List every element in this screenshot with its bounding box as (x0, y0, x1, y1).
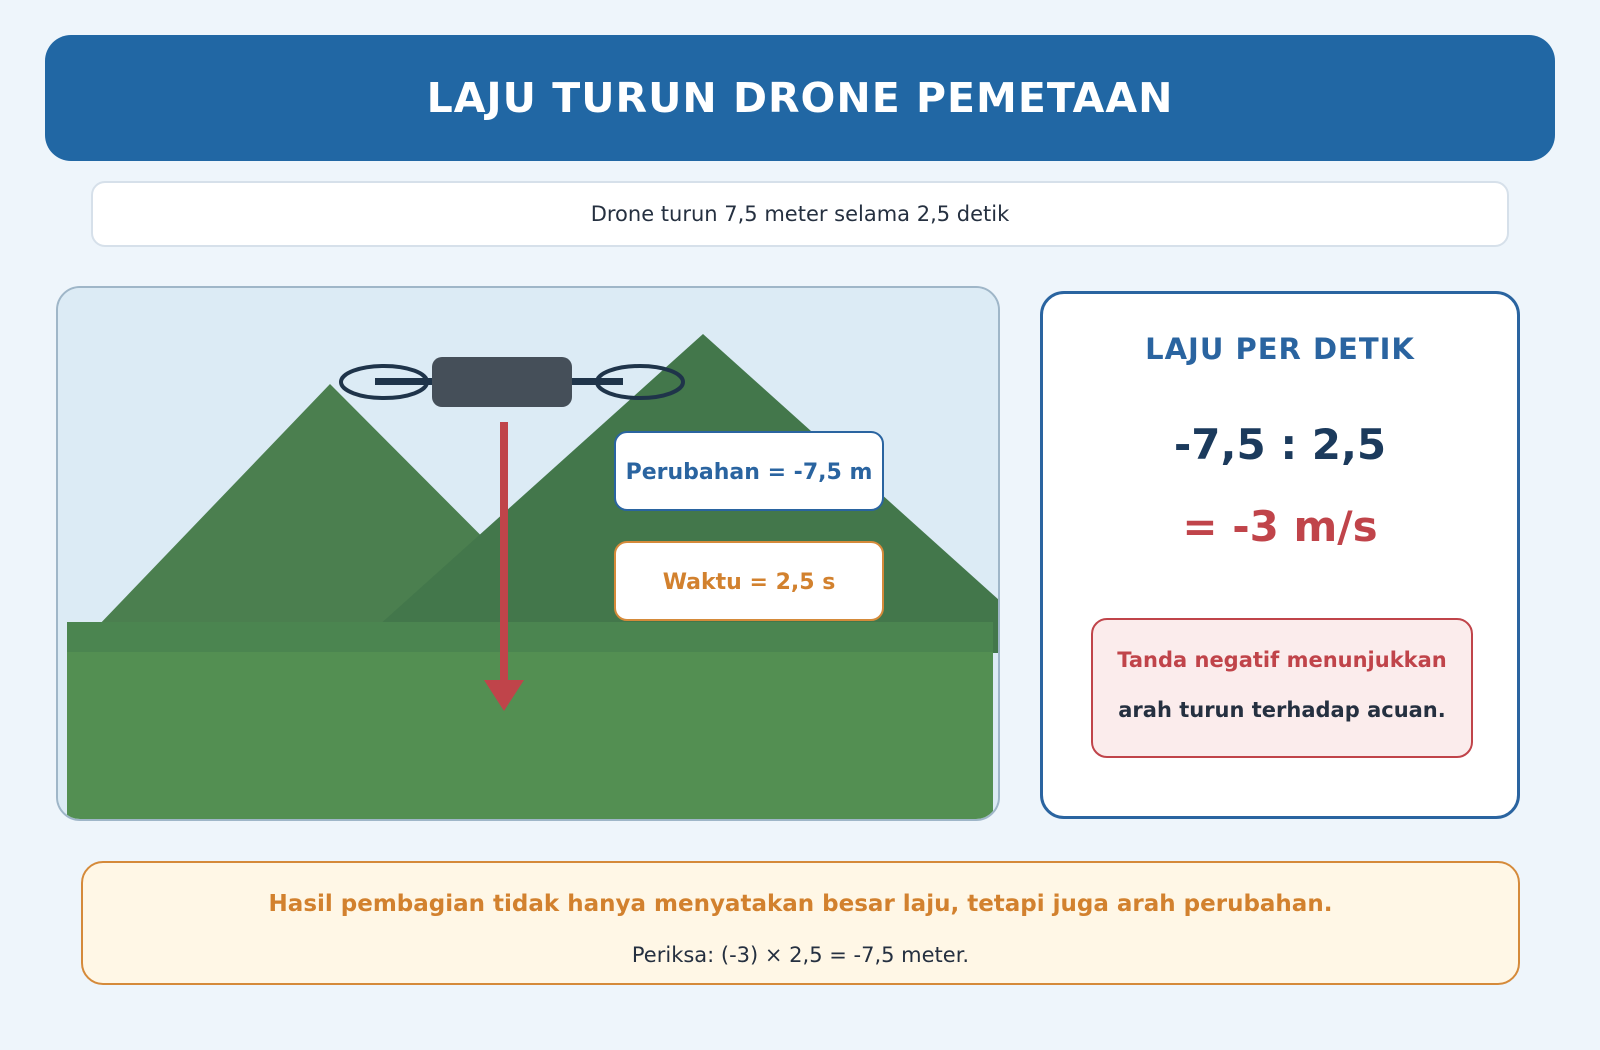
conclusion-box (81, 861, 1520, 985)
rate-panel (1040, 291, 1520, 819)
division-result: = -3 m/s (1182, 502, 1378, 551)
check-text: Periksa: (-3) × 2,5 = -7,5 meter. (631, 943, 970, 967)
page-title: LAJU TURUN DRONE PEMETAAN (426, 74, 1174, 122)
division-expression: -7,5 : 2,5 (1173, 420, 1387, 469)
arrow-shaft (500, 422, 508, 680)
title-banner (45, 35, 1555, 161)
time-label-box (615, 542, 883, 620)
scene-illustration (58, 288, 1000, 821)
sign-note-line1: Tanda negatif menunjukkan (1117, 648, 1447, 672)
problem-statement: Drone turun 7,5 meter selama 2,5 detik (91, 181, 1509, 247)
time-label: Waktu = 2,5 s (662, 570, 836, 595)
arm-left (375, 378, 440, 385)
hillside-strip (67, 622, 993, 652)
change-label-box (615, 432, 883, 510)
change-label: Perubahan = -7,5 m (625, 460, 873, 485)
conclusion-text: Hasil pembagian tidak hanya menyatakan besar laju, tetapi juga arah perubahan. (268, 891, 1333, 917)
rate-panel-title: LAJU PER DETIK (1145, 332, 1415, 366)
sign-note (1091, 618, 1473, 758)
sign-note-line2: arah turun terhadap acuan. (1118, 698, 1446, 722)
ground (67, 652, 993, 821)
drone-body (432, 357, 572, 407)
drone-scene (56, 286, 1000, 821)
